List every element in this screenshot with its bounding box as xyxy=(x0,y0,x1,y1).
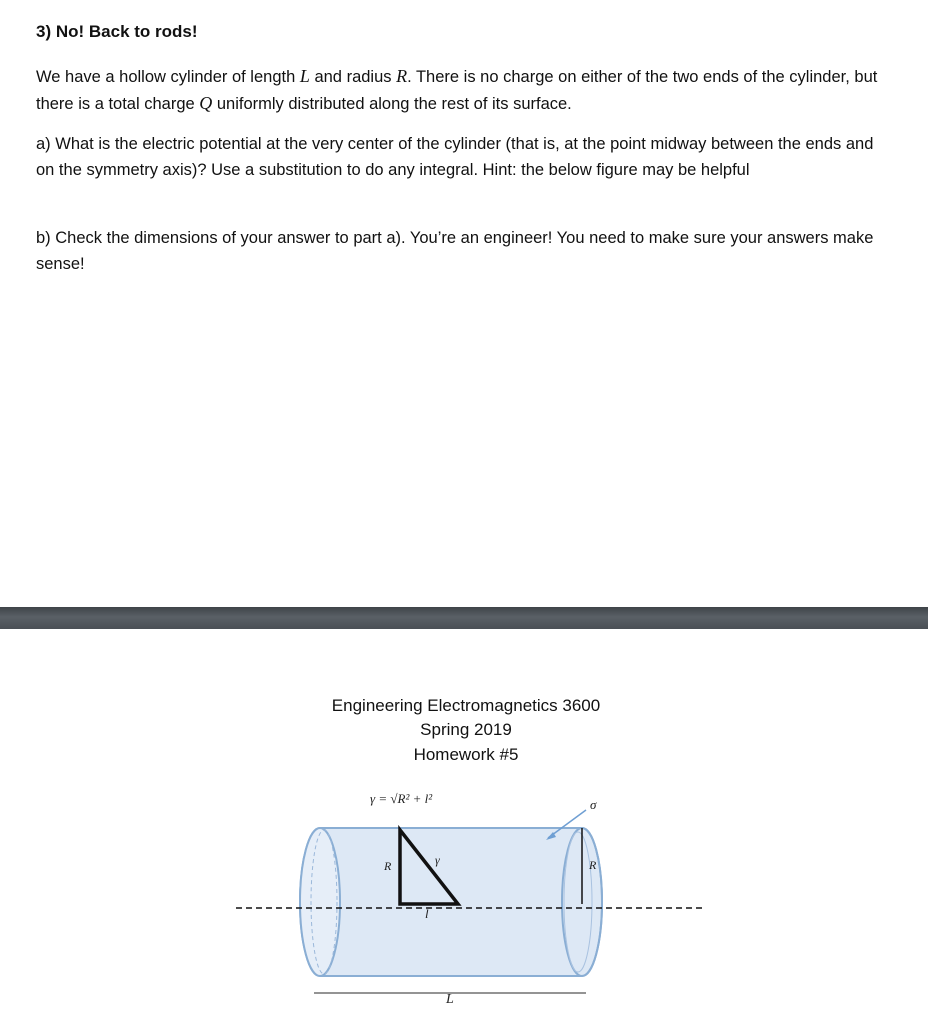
radius-label-left: R xyxy=(384,859,392,873)
radius-label-right: R xyxy=(589,858,597,872)
var-Q: Q xyxy=(199,93,213,113)
distance-formula: γ = √R² + l² xyxy=(370,791,433,806)
var-L: L xyxy=(299,66,310,86)
var-R: R xyxy=(396,66,408,86)
left-end-ellipse xyxy=(300,828,340,976)
problem-title: 3) No! Back to rods! xyxy=(36,22,198,41)
term: Spring 2019 xyxy=(420,720,512,739)
part-a: a) What is the electric potential at the very center of the cylinder (that is, at the point midway between the ends and on the symmetry axis)? Use a substitution to do any integral. Hint: the below figure may be helpful xyxy=(36,135,874,179)
l-label: l xyxy=(425,906,429,921)
cylinder-figure xyxy=(220,782,720,1024)
page-divider xyxy=(0,607,928,629)
assignment-title: Homework #5 xyxy=(413,745,519,764)
cylinder-body xyxy=(300,828,602,976)
hypotenuse-label: γ xyxy=(435,853,440,867)
problem-intro: We have a hollow cylinder of length L and radius R. There is no charge on either of the two ends of the cylinder, but there is a total charge Q uniformly distributed along the rest of its surface. xyxy=(36,66,878,113)
length-label: L xyxy=(446,992,454,1007)
cylinder-diagram xyxy=(220,782,720,1024)
sigma-label: σ xyxy=(590,797,597,812)
course-title: Engineering Electromagnetics 3600 xyxy=(331,696,601,715)
part-b: b) Check the dimensions of your answer to part a). You’re an engineer! You need to make sure your answers make sense! xyxy=(36,229,874,273)
